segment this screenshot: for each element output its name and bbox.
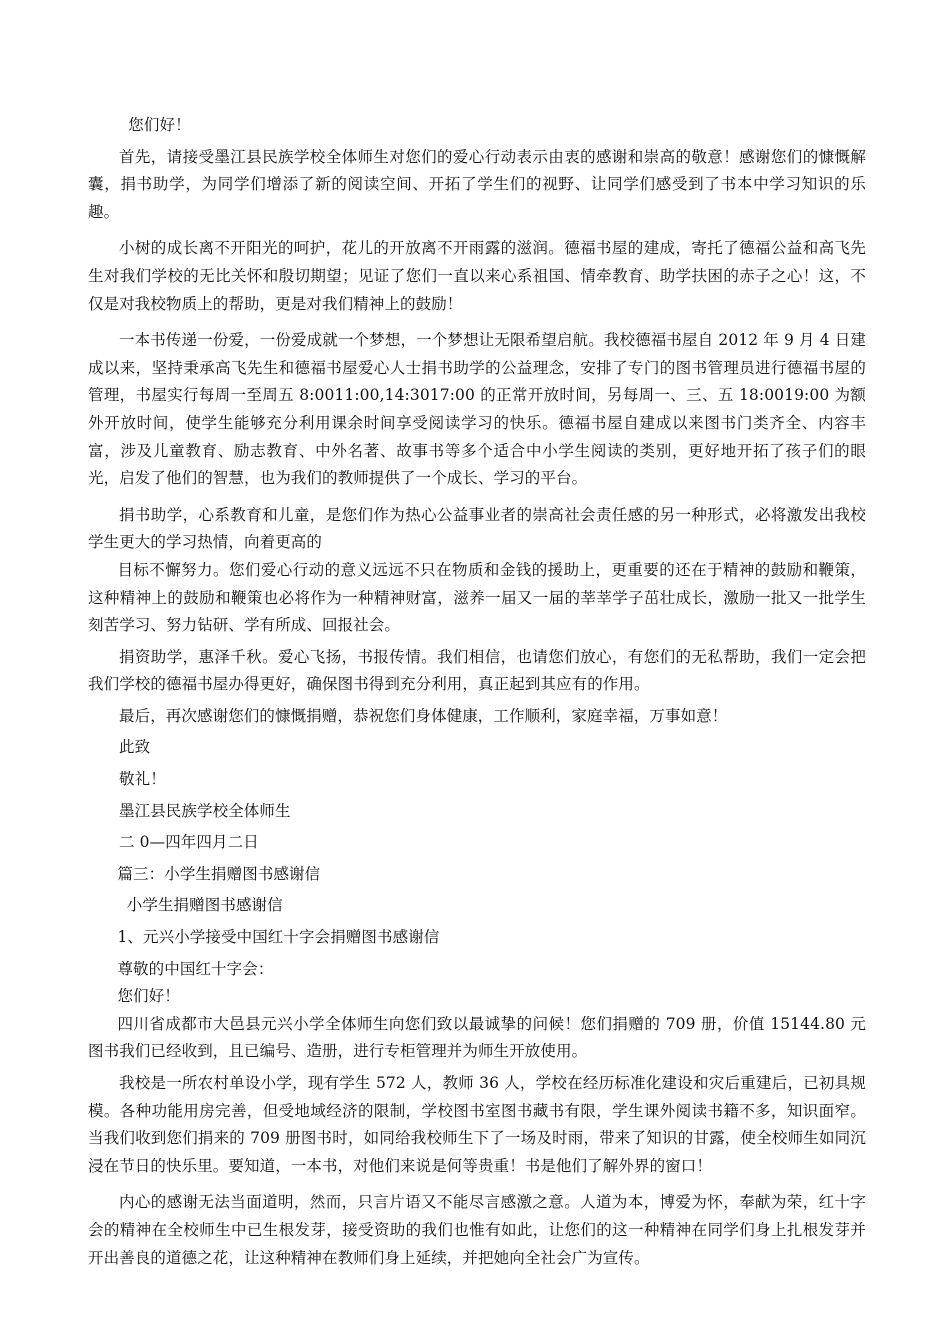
letter2-salutation: 尊敬的中国红十字会： [117, 959, 274, 978]
letter1-signature: 墨江县民族学校全体师生 [119, 801, 291, 820]
letter1-paragraph-7: 最后，再次感谢您们的慷慨捐赠，恭祝您们身体健康，工作顺利，家庭幸福，万事如意！ [119, 706, 728, 725]
letter1-closing-2: 敬礼！ [119, 770, 166, 789]
chapter-title: 篇三：小学生捐赠图书感谢信 [117, 864, 321, 883]
letter1-closing-1: 此致 [119, 738, 151, 757]
document-page [88, 112, 866, 1272]
letter2-greeting: 您们好！ [117, 987, 180, 1006]
letter1-date: 二 0—四年四月二日 [119, 833, 259, 852]
letter1-paragraph-5: 目标不懈努力。您们爱心行动的意义远远不只在物质和金钱的援助上，更重要的还在于精神的鼓励和鞭策，这种精神上的鼓励和鞭策也必将作为一种精神财富，滋养一届又一届的莘莘学子茁壮成长，激励一批又一批学生刻苦学习、努力钻研、学有所成、回报社会。 [88, 560, 866, 635]
letter2-paragraph-2: 我校是一所农村单设小学，现有学生 572 人，教师 36 人，学校在经历标准化建设和灾后重建后，已初具规模。各种功能用房完善，但受地域经济的限制，学校图书室图书藏书有限，学生课外阅读书籍不多，知识面窄。当我们收到您们捐来的 709 册图书时，如同给我校师生下了一场及时雨，带来了知识的甘露，使全校师生如同沉浸在节日的快乐里。要知道，一本书，对他们来说是何等贵重！书是他们了解外界的窗口！ [88, 1074, 866, 1175]
letter1-paragraph-4: 捐书助学，心系教育和儿童，是您们作为热心公益事业者的崇高社会责任感的另一种形式，必将激发出我校学生更大的学习热情，向着更高的 [88, 505, 866, 552]
letter2-paragraph-1: 四川省成都市大邑县元兴小学全体师生向您们致以最诚挚的问候！您们捐赠的 709 册，价值 15144.80 元图书我们已经收到，且已编号、造册，进行专柜管理并为师生开放使用。 [88, 1014, 866, 1061]
letter1-paragraph-6: 捐资助学，惠泽千秋。爱心飞扬，书报传情。我们相信，也请您们放心，有您们的无私帮助，我们一定会把我们学校的德福书屋办得更好，确保图书得到充分利用，真正起到其应有的作用。 [88, 647, 866, 694]
letter1-paragraph-2: 小树的成长离不开阳光的呵护，花儿的开放离不开雨露的滋润。德福书屋的建成，寄托了德福公益和高飞先生对我们学校的无比关怀和殷切期望；见证了您们一直以来心系祖国、情牵教育、助学扶困的赤子之心！这，不仅是对我校物质上的帮助，更是对我们精神上的鼓励！ [88, 239, 866, 313]
letter1-greeting: 您们好！ [128, 116, 191, 134]
letter1-paragraph-3: 一本书传递一份爱，一份爱成就一个梦想，一个梦想让无限希望启航。我校德福书屋自 2012 年 9 月 4 日建成以来，坚持秉承高飞先生和德福书屋爱心人士捐书助学的公益理念，安排了专门的图书管理员进行德福书屋的管理，书屋实行每周一至周五 8:0011:00,14:3017:00 的正常开放时间，另每周一、三、五 18:0019:00 为额外开放时间，使学生能够充分利用课余时间享受阅读学习的快乐。德福书屋自建成以来图书门类齐全、内容丰富，涉及儿童教育、励志教育、中外名著、故事书等多个适合中小学生阅读的类别，更好地开拓了孩子们的眼光，启发了他们的智慧，也为我们的教师提供了一个成长、学习的平台。 [88, 331, 866, 488]
letter2-subtitle: 小学生捐赠图书感谢信 [126, 896, 283, 915]
letter2-item-title: 1、元兴小学接受中国红十字会捐赠图书感谢信 [117, 928, 440, 947]
letter1-paragraph-1: 首先，请接受墨江县民族学校全体师生对您们的爱心行动表示由衷的感谢和崇高的敬意！感谢您们的慷慨解囊，捐书助学，为同学们增添了新的阅读空间、开拓了学生们的视野、让同学们感受到了书本中学习知识的乐趣。 [88, 147, 866, 221]
letter2-paragraph-3: 内心的感谢无法当面道明，然而，只言片语又不能尽言感激之意。人道为本，博爱为怀，奉献为荣，红十字会的精神在全校师生中已生根发芽，接受资助的我们也惟有如此，让您们的这一种精神在同学们身上扎根发芽并开出善良的道德之花，让这种精神在教师们身上延续，并把她向全社会广为宣传。 [88, 1193, 866, 1267]
